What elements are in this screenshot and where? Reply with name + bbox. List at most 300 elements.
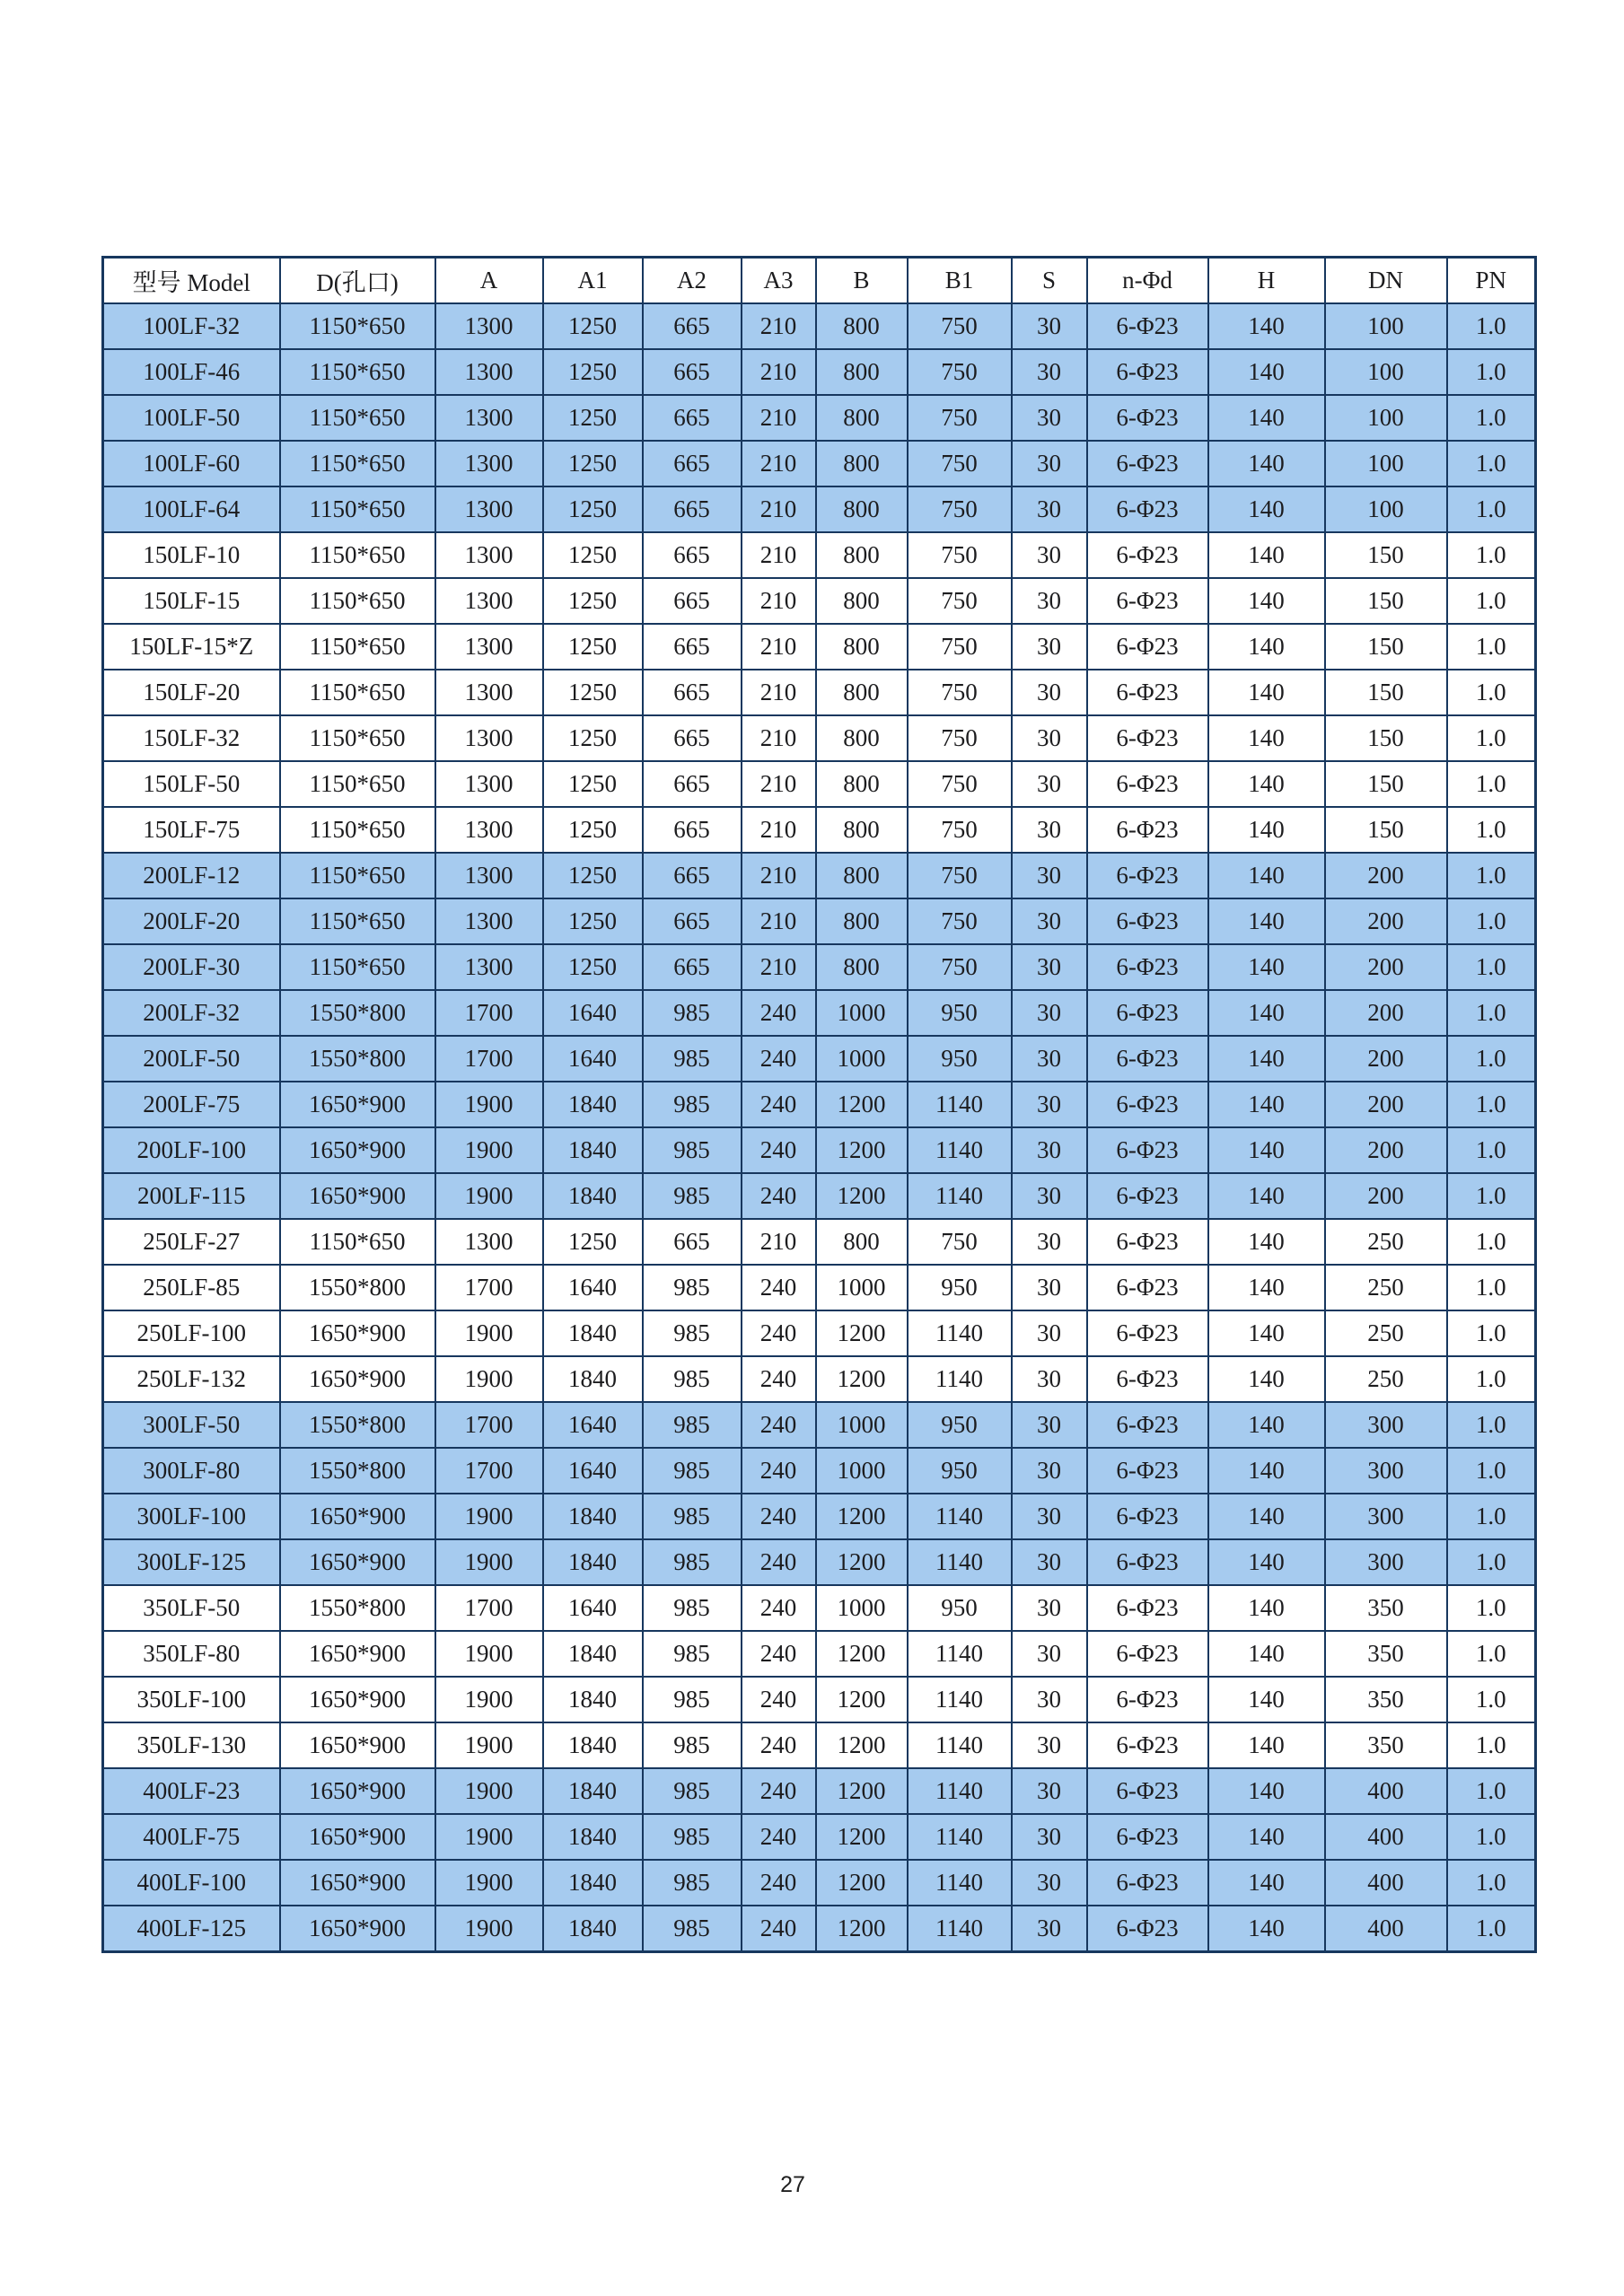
value-cell: 6-Φ23 [1087, 761, 1208, 807]
value-cell: 1250 [543, 761, 643, 807]
table-row [103, 1402, 1536, 1448]
value-cell: 1.0 [1447, 1127, 1536, 1173]
value-cell: 800 [816, 898, 908, 944]
value-cell: 1.0 [1447, 486, 1536, 532]
value-cell: 30 [1012, 1082, 1087, 1127]
value-cell: 1650*900 [280, 1173, 435, 1219]
value-cell: 1300 [435, 441, 543, 486]
value-cell: 665 [643, 532, 742, 578]
model-cell: 150LF-50 [103, 761, 280, 807]
value-cell: 240 [742, 1082, 816, 1127]
value-cell: 1000 [816, 1036, 908, 1082]
value-cell: 750 [908, 761, 1012, 807]
value-cell: 985 [643, 1265, 742, 1310]
model-cell: 250LF-100 [103, 1310, 280, 1356]
value-cell: 985 [643, 1310, 742, 1356]
model-cell: 100LF-50 [103, 395, 280, 441]
value-cell: 750 [908, 898, 1012, 944]
value-cell: 1200 [816, 1082, 908, 1127]
table-row [103, 1082, 1536, 1127]
value-cell: 140 [1208, 898, 1325, 944]
value-cell: 750 [908, 670, 1012, 715]
value-cell: 1.0 [1447, 1219, 1536, 1265]
model-cell: 150LF-32 [103, 715, 280, 761]
value-cell: 1300 [435, 624, 543, 670]
model-cell: 150LF-20 [103, 670, 280, 715]
value-cell: 1.0 [1447, 1677, 1536, 1722]
value-cell: 950 [908, 1036, 1012, 1082]
table-row [103, 395, 1536, 441]
value-cell: 1300 [435, 898, 543, 944]
value-cell: 1650*900 [280, 1677, 435, 1722]
value-cell: 1700 [435, 1402, 543, 1448]
value-cell: 150 [1325, 670, 1447, 715]
value-cell: 665 [643, 486, 742, 532]
value-cell: 1.0 [1447, 441, 1536, 486]
value-cell: 985 [643, 1677, 742, 1722]
value-cell: 240 [742, 1127, 816, 1173]
value-cell: 140 [1208, 1768, 1325, 1814]
model-cell: 350LF-130 [103, 1722, 280, 1768]
value-cell: 665 [643, 807, 742, 853]
value-cell: 30 [1012, 349, 1087, 395]
value-cell: 800 [816, 532, 908, 578]
value-cell: 150 [1325, 532, 1447, 578]
value-cell: 30 [1012, 1585, 1087, 1631]
value-cell: 240 [742, 1494, 816, 1539]
value-cell: 1.0 [1447, 303, 1536, 349]
value-cell: 1.0 [1447, 532, 1536, 578]
value-cell: 1150*650 [280, 349, 435, 395]
table-row [103, 441, 1536, 486]
value-cell: 150 [1325, 624, 1447, 670]
value-cell: 30 [1012, 1219, 1087, 1265]
value-cell: 140 [1208, 1127, 1325, 1173]
value-cell: 140 [1208, 944, 1325, 990]
table-row [103, 990, 1536, 1036]
value-cell: 300 [1325, 1402, 1447, 1448]
value-cell: 140 [1208, 532, 1325, 578]
value-cell: 30 [1012, 486, 1087, 532]
value-cell: 1.0 [1447, 1173, 1536, 1219]
value-cell: 100 [1325, 303, 1447, 349]
value-cell: 1140 [908, 1173, 1012, 1219]
value-cell: 210 [742, 898, 816, 944]
column-header-0: 型号 Model [103, 258, 280, 304]
value-cell: 1140 [908, 1860, 1012, 1906]
value-cell: 1.0 [1447, 1585, 1536, 1631]
value-cell: 140 [1208, 1539, 1325, 1585]
table-row [103, 1677, 1536, 1722]
value-cell: 1300 [435, 1219, 543, 1265]
value-cell: 240 [742, 1814, 816, 1860]
value-cell: 6-Φ23 [1087, 1768, 1208, 1814]
column-header-1: D(孔口) [280, 258, 435, 304]
value-cell: 140 [1208, 715, 1325, 761]
value-cell: 1140 [908, 1494, 1012, 1539]
table-row [103, 1127, 1536, 1173]
table-row [103, 486, 1536, 532]
value-cell: 1000 [816, 990, 908, 1036]
value-cell: 1150*650 [280, 898, 435, 944]
value-cell: 100 [1325, 486, 1447, 532]
value-cell: 1200 [816, 1356, 908, 1402]
value-cell: 210 [742, 303, 816, 349]
value-cell: 240 [742, 1677, 816, 1722]
value-cell: 30 [1012, 1402, 1087, 1448]
model-cell: 200LF-20 [103, 898, 280, 944]
value-cell: 985 [643, 1036, 742, 1082]
model-cell: 200LF-100 [103, 1127, 280, 1173]
table-row [103, 807, 1536, 853]
value-cell: 240 [742, 1173, 816, 1219]
table-row [103, 1722, 1536, 1768]
value-cell: 210 [742, 1219, 816, 1265]
value-cell: 1.0 [1447, 1768, 1536, 1814]
value-cell: 400 [1325, 1860, 1447, 1906]
value-cell: 1900 [435, 1356, 543, 1402]
value-cell: 1550*800 [280, 1402, 435, 1448]
column-header-3: A1 [543, 258, 643, 304]
value-cell: 665 [643, 761, 742, 807]
value-cell: 6-Φ23 [1087, 1310, 1208, 1356]
value-cell: 30 [1012, 1768, 1087, 1814]
value-cell: 1.0 [1447, 898, 1536, 944]
value-cell: 1200 [816, 1494, 908, 1539]
value-cell: 6-Φ23 [1087, 898, 1208, 944]
value-cell: 1140 [908, 1082, 1012, 1127]
table-header [103, 258, 1536, 304]
column-header-9: n-Φd [1087, 258, 1208, 304]
value-cell: 1300 [435, 578, 543, 624]
value-cell: 1.0 [1447, 578, 1536, 624]
table-row [103, 1219, 1536, 1265]
value-cell: 6-Φ23 [1087, 1402, 1208, 1448]
value-cell: 240 [742, 1402, 816, 1448]
value-cell: 750 [908, 395, 1012, 441]
value-cell: 1550*800 [280, 1448, 435, 1494]
value-cell: 1.0 [1447, 1814, 1536, 1860]
value-cell: 240 [742, 1860, 816, 1906]
value-cell: 1700 [435, 1036, 543, 1082]
value-cell: 140 [1208, 578, 1325, 624]
value-cell: 30 [1012, 578, 1087, 624]
value-cell: 1840 [543, 1173, 643, 1219]
value-cell: 1900 [435, 1310, 543, 1356]
value-cell: 30 [1012, 1127, 1087, 1173]
value-cell: 140 [1208, 1036, 1325, 1082]
value-cell: 1.0 [1447, 670, 1536, 715]
value-cell: 1000 [816, 1448, 908, 1494]
value-cell: 350 [1325, 1677, 1447, 1722]
value-cell: 350 [1325, 1722, 1447, 1768]
value-cell: 200 [1325, 990, 1447, 1036]
value-cell: 6-Φ23 [1087, 1631, 1208, 1677]
value-cell: 1150*650 [280, 624, 435, 670]
value-cell: 6-Φ23 [1087, 853, 1208, 898]
value-cell: 750 [908, 441, 1012, 486]
value-cell: 30 [1012, 303, 1087, 349]
value-cell: 1.0 [1447, 944, 1536, 990]
column-header-2: A [435, 258, 543, 304]
value-cell: 1.0 [1447, 761, 1536, 807]
value-cell: 1150*650 [280, 532, 435, 578]
value-cell: 140 [1208, 1722, 1325, 1768]
column-header-7: B1 [908, 258, 1012, 304]
value-cell: 750 [908, 578, 1012, 624]
value-cell: 800 [816, 349, 908, 395]
value-cell: 300 [1325, 1539, 1447, 1585]
column-header-6: B [816, 258, 908, 304]
model-cell: 100LF-60 [103, 441, 280, 486]
value-cell: 1140 [908, 1631, 1012, 1677]
value-cell: 400 [1325, 1906, 1447, 1952]
value-cell: 300 [1325, 1494, 1447, 1539]
value-cell: 1840 [543, 1677, 643, 1722]
value-cell: 140 [1208, 1677, 1325, 1722]
model-cell: 100LF-32 [103, 303, 280, 349]
value-cell: 800 [816, 441, 908, 486]
value-cell: 750 [908, 349, 1012, 395]
table-row [103, 1448, 1536, 1494]
value-cell: 240 [742, 1585, 816, 1631]
model-cell: 250LF-27 [103, 1219, 280, 1265]
value-cell: 1150*650 [280, 944, 435, 990]
value-cell: 200 [1325, 898, 1447, 944]
model-cell: 150LF-10 [103, 532, 280, 578]
value-cell: 6-Φ23 [1087, 1814, 1208, 1860]
value-cell: 1650*900 [280, 1906, 435, 1952]
value-cell: 1840 [543, 1494, 643, 1539]
table-row [103, 1310, 1536, 1356]
column-header-11: DN [1325, 258, 1447, 304]
value-cell: 1.0 [1447, 1265, 1536, 1310]
value-cell: 6-Φ23 [1087, 1265, 1208, 1310]
value-cell: 1840 [543, 1356, 643, 1402]
table-row [103, 1494, 1536, 1539]
value-cell: 30 [1012, 1036, 1087, 1082]
value-cell: 1900 [435, 1814, 543, 1860]
value-cell: 6-Φ23 [1087, 1677, 1208, 1722]
value-cell: 1640 [543, 1448, 643, 1494]
value-cell: 1.0 [1447, 624, 1536, 670]
model-cell: 350LF-50 [103, 1585, 280, 1631]
value-cell: 1900 [435, 1082, 543, 1127]
value-cell: 30 [1012, 624, 1087, 670]
value-cell: 665 [643, 944, 742, 990]
model-cell: 250LF-132 [103, 1356, 280, 1402]
value-cell: 6-Φ23 [1087, 1860, 1208, 1906]
value-cell: 30 [1012, 1356, 1087, 1402]
table-row [103, 670, 1536, 715]
value-cell: 30 [1012, 807, 1087, 853]
value-cell: 140 [1208, 1173, 1325, 1219]
value-cell: 950 [908, 1265, 1012, 1310]
value-cell: 1000 [816, 1585, 908, 1631]
value-cell: 1.0 [1447, 715, 1536, 761]
value-cell: 240 [742, 1265, 816, 1310]
value-cell: 1200 [816, 1768, 908, 1814]
value-cell: 1150*650 [280, 670, 435, 715]
value-cell: 140 [1208, 303, 1325, 349]
value-cell: 1300 [435, 532, 543, 578]
value-cell: 6-Φ23 [1087, 715, 1208, 761]
value-cell: 200 [1325, 1127, 1447, 1173]
value-cell: 800 [816, 1219, 908, 1265]
value-cell: 1.0 [1447, 1539, 1536, 1585]
value-cell: 30 [1012, 761, 1087, 807]
table-row [103, 578, 1536, 624]
value-cell: 1.0 [1447, 1906, 1536, 1952]
value-cell: 6-Φ23 [1087, 1722, 1208, 1768]
value-cell: 1.0 [1447, 990, 1536, 1036]
value-cell: 1300 [435, 486, 543, 532]
value-cell: 1900 [435, 1768, 543, 1814]
value-cell: 210 [742, 532, 816, 578]
model-cell: 300LF-125 [103, 1539, 280, 1585]
value-cell: 210 [742, 578, 816, 624]
value-cell: 1840 [543, 1539, 643, 1585]
value-cell: 210 [742, 853, 816, 898]
value-cell: 800 [816, 670, 908, 715]
model-cell: 400LF-23 [103, 1768, 280, 1814]
value-cell: 140 [1208, 1082, 1325, 1127]
model-cell: 100LF-64 [103, 486, 280, 532]
value-cell: 240 [742, 1906, 816, 1952]
value-cell: 1140 [908, 1539, 1012, 1585]
table-row [103, 853, 1536, 898]
value-cell: 1000 [816, 1402, 908, 1448]
value-cell: 1.0 [1447, 349, 1536, 395]
value-cell: 1140 [908, 1722, 1012, 1768]
value-cell: 1250 [543, 670, 643, 715]
value-cell: 1900 [435, 1906, 543, 1952]
value-cell: 250 [1325, 1356, 1447, 1402]
value-cell: 6-Φ23 [1087, 807, 1208, 853]
value-cell: 1650*900 [280, 1722, 435, 1768]
value-cell: 1650*900 [280, 1310, 435, 1356]
value-cell: 1650*900 [280, 1127, 435, 1173]
value-cell: 6-Φ23 [1087, 1906, 1208, 1952]
value-cell: 1150*650 [280, 853, 435, 898]
value-cell: 665 [643, 441, 742, 486]
column-header-12: PN [1447, 258, 1536, 304]
table-row [103, 1173, 1536, 1219]
value-cell: 1300 [435, 761, 543, 807]
value-cell: 30 [1012, 1310, 1087, 1356]
value-cell: 665 [643, 853, 742, 898]
value-cell: 30 [1012, 1722, 1087, 1768]
value-cell: 140 [1208, 1448, 1325, 1494]
value-cell: 1200 [816, 1173, 908, 1219]
value-cell: 6-Φ23 [1087, 1539, 1208, 1585]
table-row [103, 761, 1536, 807]
value-cell: 1840 [543, 1814, 643, 1860]
value-cell: 30 [1012, 1448, 1087, 1494]
value-cell: 6-Φ23 [1087, 349, 1208, 395]
page-number: 27 [780, 2172, 805, 2197]
value-cell: 6-Φ23 [1087, 532, 1208, 578]
value-cell: 1900 [435, 1722, 543, 1768]
value-cell: 100 [1325, 349, 1447, 395]
value-cell: 985 [643, 1356, 742, 1402]
value-cell: 200 [1325, 1082, 1447, 1127]
value-cell: 1300 [435, 807, 543, 853]
value-cell: 140 [1208, 1585, 1325, 1631]
value-cell: 140 [1208, 1356, 1325, 1402]
value-cell: 985 [643, 1494, 742, 1539]
value-cell: 1650*900 [280, 1860, 435, 1906]
value-cell: 6-Φ23 [1087, 1173, 1208, 1219]
value-cell: 150 [1325, 715, 1447, 761]
value-cell: 1.0 [1447, 1494, 1536, 1539]
value-cell: 1700 [435, 1448, 543, 1494]
value-cell: 1650*900 [280, 1631, 435, 1677]
value-cell: 140 [1208, 670, 1325, 715]
value-cell: 1140 [908, 1814, 1012, 1860]
value-cell: 140 [1208, 1494, 1325, 1539]
value-cell: 1300 [435, 670, 543, 715]
value-cell: 950 [908, 1585, 1012, 1631]
value-cell: 665 [643, 578, 742, 624]
value-cell: 1900 [435, 1539, 543, 1585]
model-cell: 150LF-15 [103, 578, 280, 624]
table-row [103, 1036, 1536, 1082]
value-cell: 100 [1325, 441, 1447, 486]
value-cell: 985 [643, 990, 742, 1036]
model-cell: 300LF-50 [103, 1402, 280, 1448]
value-cell: 985 [643, 1722, 742, 1768]
value-cell: 1640 [543, 1036, 643, 1082]
value-cell: 985 [643, 1860, 742, 1906]
value-cell: 140 [1208, 1814, 1325, 1860]
value-cell: 1.0 [1447, 1402, 1536, 1448]
value-cell: 6-Φ23 [1087, 624, 1208, 670]
value-cell: 140 [1208, 1402, 1325, 1448]
value-cell: 1150*650 [280, 715, 435, 761]
value-cell: 1650*900 [280, 1768, 435, 1814]
value-cell: 985 [643, 1906, 742, 1952]
value-cell: 6-Φ23 [1087, 1036, 1208, 1082]
value-cell: 1550*800 [280, 1265, 435, 1310]
value-cell: 1.0 [1447, 1860, 1536, 1906]
value-cell: 6-Φ23 [1087, 486, 1208, 532]
value-cell: 1700 [435, 1585, 543, 1631]
value-cell: 250 [1325, 1219, 1447, 1265]
model-cell: 250LF-85 [103, 1265, 280, 1310]
value-cell: 1250 [543, 441, 643, 486]
table-row [103, 1356, 1536, 1402]
value-cell: 1200 [816, 1310, 908, 1356]
value-cell: 30 [1012, 990, 1087, 1036]
value-cell: 140 [1208, 1631, 1325, 1677]
value-cell: 30 [1012, 1906, 1087, 1952]
value-cell: 6-Φ23 [1087, 1356, 1208, 1402]
value-cell: 750 [908, 624, 1012, 670]
value-cell: 665 [643, 395, 742, 441]
value-cell: 30 [1012, 944, 1087, 990]
model-cell: 200LF-30 [103, 944, 280, 990]
value-cell: 1200 [816, 1127, 908, 1173]
value-cell: 140 [1208, 1310, 1325, 1356]
value-cell: 200 [1325, 944, 1447, 990]
value-cell: 1140 [908, 1677, 1012, 1722]
value-cell: 750 [908, 944, 1012, 990]
value-cell: 30 [1012, 441, 1087, 486]
value-cell: 350 [1325, 1585, 1447, 1631]
value-cell: 6-Φ23 [1087, 990, 1208, 1036]
value-cell: 1140 [908, 1356, 1012, 1402]
